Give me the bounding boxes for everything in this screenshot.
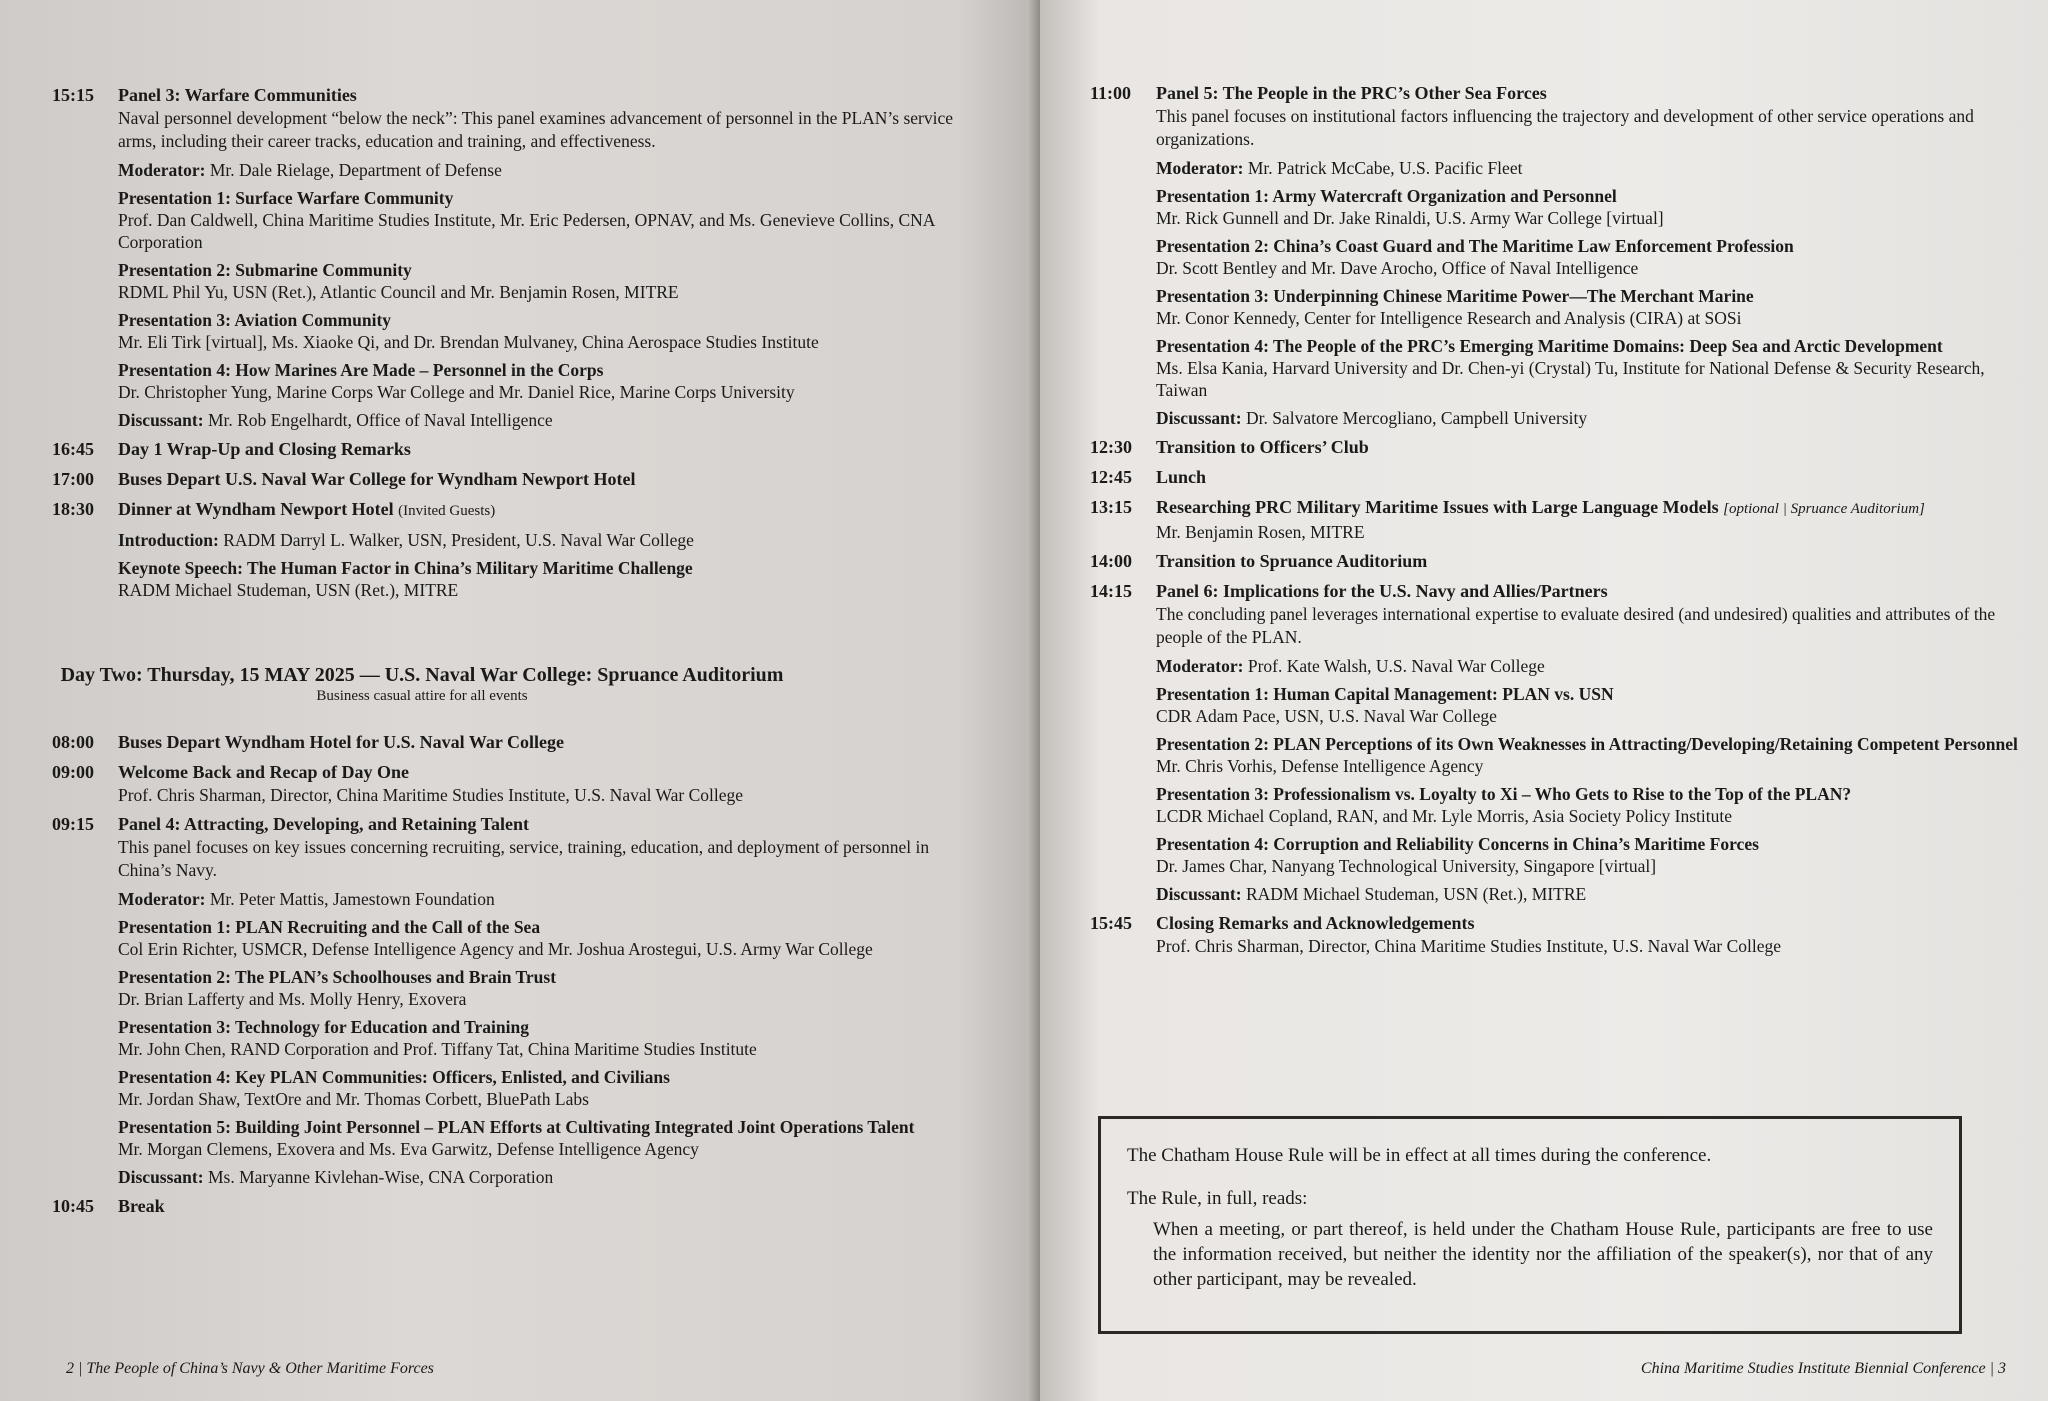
session-title — [1156, 82, 2020, 105]
item-text: RADM Darryl L. Walker, USN, President, U.S. Naval War College — [223, 530, 694, 550]
presenters: Prof. Dan Caldwell, China Maritime Studies Institute, Mr. Eric Pedersen, OPNAV, and Ms. Genevieve Collins, CNA Corporation — [118, 210, 935, 252]
rule-box-quote: When a meeting, or part thereof, is held under the Chatham House Rule, participants are free to use the information received, but neither the identity nor the affiliation of the speaker(s), nor that of any other participant, may be revealed. — [1153, 1219, 1933, 1290]
presentation-title: Presentation 1: Human Capital Management: PLAN vs. USN — [1156, 684, 1614, 704]
session-item — [1156, 833, 2020, 877]
session-description: This panel focuses on institutional factors influencing the trajectory and development of other service operations and organizations. — [1156, 106, 1974, 149]
session-title — [118, 438, 972, 461]
presenters: LCDR Michael Copland, RAN, and Mr. Lyle Morris, Asia Society Policy Institute — [1156, 806, 1732, 826]
session-body — [118, 84, 972, 431]
session-time: 15:45 — [1090, 913, 1132, 933]
session-title — [1156, 436, 2020, 459]
presentation-title: Presentation 5: Building Joint Personnel – PLAN Efforts at Cultivating Integrated Joint Operations Talent — [118, 1117, 915, 1137]
presenters: Mr. Conor Kennedy, Center for Intelligence Research and Analysis (CIRA) at SOSi — [1156, 308, 1742, 328]
schedule-session — [1090, 496, 2020, 543]
session-body — [1156, 496, 2020, 543]
session-time: 09:15 — [52, 814, 94, 834]
item-text: RADM Michael Studeman, USN (Ret.), MITRE — [1245, 884, 1587, 904]
presentation-title: Presentation 1: PLAN Recruiting and the Call of the Sea — [118, 917, 541, 937]
schedule-session — [52, 498, 972, 601]
presenters: Col Erin Richter, USMCR, Defense Intelligence Agency and Mr. Joshua Arostegui, U.S. Army War College — [118, 939, 873, 959]
session-item — [118, 916, 972, 960]
session-item — [118, 888, 972, 910]
presentation-title: Presentation 3: Aviation Community — [118, 310, 392, 330]
session-item — [1156, 935, 2020, 957]
session-title-text: Lunch — [1156, 467, 1207, 487]
session-title-text: Closing Remarks and Acknowledgements — [1156, 913, 1475, 933]
presentation-title: Presentation 1: Surface Warfare Community — [118, 188, 454, 208]
session-time: 08:00 — [52, 732, 94, 752]
session-title-text: Break — [118, 1196, 165, 1216]
session-title-text: Researching PRC Military Maritime Issues with Large Language Models — [1156, 497, 1719, 517]
session-item — [118, 557, 972, 601]
session-body — [118, 438, 972, 461]
session-time: 18:30 — [52, 499, 94, 519]
session-item — [118, 529, 972, 551]
item-text: Mr. Benjamin Rosen, MITRE — [1156, 522, 1365, 542]
session-title — [118, 813, 972, 836]
session-title — [1156, 496, 2020, 521]
presentation-title: Presentation 4: Corruption and Reliability Concerns in China’s Maritime Forces — [1156, 834, 1759, 854]
session-body — [1156, 436, 2020, 459]
item-text: Prof. Chris Sharman, Director, China Maritime Studies Institute, U.S. Naval War College — [1156, 936, 1782, 956]
session-title — [118, 498, 972, 523]
presenters: Mr. Jordan Shaw, TextOre and Mr. Thomas Corbett, BluePath Labs — [118, 1089, 589, 1109]
presentation-title: Presentation 4: Key PLAN Communities: Officers, Enlisted, and Civilians — [118, 1067, 670, 1087]
session-body — [1156, 82, 2020, 429]
schedule-session — [52, 84, 972, 431]
session-title — [118, 84, 972, 107]
session-item — [1156, 655, 2020, 677]
schedule-session — [1090, 550, 2020, 573]
presenters: Dr. Scott Bentley and Mr. Dave Arocho, Office of Naval Intelligence — [1156, 258, 1639, 278]
session-time: 15:15 — [52, 85, 94, 105]
schedule-session — [1090, 466, 2020, 489]
item-text: Ms. Maryanne Kivlehan-Wise, CNA Corporation — [207, 1167, 554, 1187]
presenters: Dr. Brian Lafferty and Ms. Molly Henry, Exovera — [118, 989, 467, 1009]
session-item — [118, 159, 972, 181]
schedule-session — [1090, 436, 2020, 459]
session-time: 12:45 — [1090, 467, 1132, 487]
session-item — [1156, 157, 2020, 179]
item-label: Moderator: — [1156, 158, 1244, 178]
session-title-text: Dinner at Wyndham Newport Hotel — [118, 499, 394, 519]
session-item — [118, 359, 972, 403]
session-time: 16:45 — [52, 439, 94, 459]
right-page-footer: China Maritime Studies Institute Biennial Conference | 3 — [1640, 1360, 2006, 1377]
session-item — [1156, 883, 2020, 905]
presenters: RADM Michael Studeman, USN (Ret.), MITRE — [118, 580, 459, 600]
session-title-text: Panel 5: The People in the PRC’s Other Sea Forces — [1156, 83, 1547, 103]
session-time: 12:30 — [1090, 437, 1132, 457]
presentation-title: Presentation 4: The People of the PRC’s Emerging Maritime Domains: Deep Sea and Arctic Development — [1156, 336, 1943, 356]
left-schedule — [52, 84, 972, 1225]
session-item — [1156, 783, 2020, 827]
item-text: Mr. Peter Mattis, Jamestown Foundation — [209, 889, 495, 909]
presentation-title: Presentation 2: The PLAN’s Schoolhouses and Brain Trust — [118, 967, 557, 987]
session-item — [1156, 407, 2020, 429]
item-label: Moderator: — [118, 889, 206, 909]
session-item — [1156, 733, 2020, 777]
presentation-title: Presentation 2: PLAN Perceptions of its Own Weaknesses in Attracting/Developing/Retaining Competent Personnel — [1156, 734, 2018, 754]
session-item — [118, 966, 972, 1010]
item-text: Mr. Patrick McCabe, U.S. Pacific Fleet — [1247, 158, 1523, 178]
presenters: Mr. Eli Tirk [virtual], Ms. Xiaoke Qi, and Dr. Brendan Mulvaney, China Aerospace Studies Institute — [118, 332, 819, 352]
left-page-footer: 2 | The People of China’s Navy & Other Maritime Forces — [66, 1360, 434, 1377]
session-item — [1156, 521, 2020, 543]
presenters: CDR Adam Pace, USN, U.S. Naval War College — [1156, 706, 1497, 726]
session-title — [118, 761, 972, 784]
item-label: Discussant: — [118, 410, 204, 430]
session-title-text: Panel 4: Attracting, Developing, and Retaining Talent — [118, 814, 530, 834]
presenters: RDML Phil Yu, USN (Ret.), Atlantic Council and Mr. Benjamin Rosen, MITRE — [118, 282, 679, 302]
session-description: The concluding panel leverages international expertise to evaluate desired (and undesired) qualities and attributes of the people of the PLAN. — [1156, 604, 1996, 647]
session-title — [1156, 580, 2020, 603]
session-title-text: Transition to Officers’ Club — [1156, 437, 1369, 457]
presentation-title: Presentation 4: How Marines Are Made – Personnel in the Corps — [118, 360, 604, 380]
schedule-session — [1090, 580, 2020, 905]
sessions-day2-morning — [52, 731, 972, 1218]
schedule-session — [52, 1195, 972, 1218]
session-time: 10:45 — [52, 1196, 94, 1216]
session-item — [118, 1066, 972, 1110]
schedule-session — [1090, 912, 2020, 957]
right-page — [1040, 0, 2048, 1401]
session-item — [1156, 683, 2020, 727]
presentation-title: Presentation 2: Submarine Community — [118, 260, 412, 280]
day-two-heading: Day Two: Thursday, 15 MAY 2025 — U.S. Naval War College: Spruance Auditorium — [60, 664, 784, 686]
day-two-attire-note: Business casual attire for all events — [316, 688, 528, 704]
session-item — [118, 784, 972, 806]
session-title-text: Buses Depart U.S. Naval War College for Wyndham Newport Hotel — [118, 469, 636, 489]
item-text: Dr. Salvatore Mercogliano, Campbell University — [1245, 408, 1588, 428]
session-item — [118, 409, 972, 431]
item-label: Discussant: — [1156, 408, 1242, 428]
session-body — [1156, 912, 2020, 957]
session-body — [118, 498, 972, 601]
presenters: Mr. John Chen, RAND Corporation and Prof. Tiffany Tat, China Maritime Studies Institute — [118, 1039, 757, 1059]
session-body — [118, 813, 972, 1188]
session-body — [118, 1195, 972, 1218]
session-item — [118, 1016, 972, 1060]
session-title-text: Day 1 Wrap-Up and Closing Remarks — [118, 439, 411, 459]
rule-box-line2: The Rule, in full, reads: — [1127, 1188, 1308, 1209]
session-item — [1156, 185, 2020, 229]
session-item — [1156, 235, 2020, 279]
presenters: Dr. Christopher Yung, Marine Corps War College and Mr. Daniel Rice, Marine Corps University — [118, 382, 795, 402]
schedule-session — [52, 468, 972, 491]
session-body — [118, 468, 972, 491]
session-title — [1156, 550, 2020, 573]
session-item — [1156, 335, 2020, 401]
item-text: Mr. Rob Engelhardt, Office of Naval Intelligence — [207, 410, 553, 430]
item-text: Prof. Kate Walsh, U.S. Naval War College — [1247, 656, 1545, 676]
presentation-title: Presentation 3: Underpinning Chinese Maritime Power—The Merchant Marine — [1156, 286, 1754, 306]
presentation-title: Presentation 3: Professionalism vs. Loyalty to Xi – Who Gets to Rise to the Top of the PLAN? — [1156, 784, 1852, 804]
session-item — [118, 1116, 972, 1160]
session-item — [1156, 285, 2020, 329]
session-description: Naval personnel development “below the neck”: This panel examines advancement of personnel in the PLAN’s service arms, including their career tracks, education and training, and effectiveness. — [118, 108, 954, 151]
session-time: 09:00 — [52, 762, 94, 782]
session-title — [118, 731, 972, 754]
session-title — [118, 468, 972, 491]
item-label: Discussant: — [1156, 884, 1242, 904]
session-time: 14:00 — [1090, 551, 1132, 571]
session-title — [1156, 912, 2020, 935]
session-body — [1156, 580, 2020, 905]
session-title-text: Welcome Back and Recap of Day One — [118, 762, 409, 782]
item-label: Introduction: — [118, 530, 219, 550]
presenters: Dr. James Char, Nanyang Technological University, Singapore [virtual] — [1156, 856, 1657, 876]
sessions-day2-afternoon — [1090, 82, 2020, 957]
session-body — [1156, 466, 2020, 489]
item-text: Mr. Dale Rielage, Department of Defense — [209, 160, 502, 180]
session-title-note: [optional | Spruance Auditorium] — [1723, 501, 1925, 517]
session-title-text: Buses Depart Wyndham Hotel for U.S. Naval War College — [118, 732, 565, 752]
schedule-session — [52, 731, 972, 754]
schedule-session — [1090, 82, 2020, 429]
session-time: 11:00 — [1090, 83, 1132, 103]
session-time: 17:00 — [52, 469, 94, 489]
right-schedule — [1090, 82, 2020, 964]
presentation-title: Presentation 2: China’s Coast Guard and The Maritime Law Enforcement Profession — [1156, 236, 1794, 256]
session-description: This panel focuses on key issues concerning recruiting, service, training, education, and deployment of personnel in China’s Navy. — [118, 837, 930, 880]
session-item — [118, 309, 972, 353]
session-body — [1156, 550, 2020, 573]
presentation-title: Presentation 3: Technology for Education and Training — [118, 1017, 529, 1037]
session-title — [118, 1195, 972, 1218]
sessions-day1 — [52, 84, 972, 601]
session-item — [118, 187, 972, 253]
presentation-title: Presentation 1: Army Watercraft Organization and Personnel — [1156, 186, 1617, 206]
day-two-heading-block — [52, 663, 792, 705]
presentation-title: Keynote Speech: The Human Factor in China’s Military Maritime Challenge — [118, 558, 693, 578]
session-time: 13:15 — [1090, 497, 1132, 517]
presenters: Ms. Elsa Kania, Harvard University and Dr. Chen-yi (Crystal) Tu, Institute for National Defense & Security Research, Taiwan — [1156, 358, 1985, 400]
session-title-text: Panel 3: Warfare Communities — [118, 85, 357, 105]
chatham-house-rule-box — [1098, 1116, 1962, 1334]
session-body — [118, 731, 972, 754]
presenters: Mr. Rick Gunnell and Dr. Jake Rinaldi, U.S. Army War College [virtual] — [1156, 208, 1664, 228]
schedule-session — [52, 813, 972, 1188]
presenters: Mr. Morgan Clemens, Exovera and Ms. Eva Garwitz, Defense Intelligence Agency — [118, 1139, 699, 1159]
session-title-text: Panel 6: Implications for the U.S. Navy and Allies/Partners — [1156, 581, 1608, 601]
item-label: Discussant: — [118, 1167, 204, 1187]
session-item — [118, 259, 972, 303]
schedule-session — [52, 438, 972, 461]
rule-box-line1: The Chatham House Rule will be in effect at all times during the conference. — [1127, 1145, 1712, 1166]
item-label: Moderator: — [1156, 656, 1244, 676]
session-title — [1156, 466, 2020, 489]
item-label: Moderator: — [118, 160, 206, 180]
item-text: Prof. Chris Sharman, Director, China Maritime Studies Institute, U.S. Naval War College — [118, 785, 744, 805]
session-item — [118, 1166, 972, 1188]
session-title-text: Transition to Spruance Auditorium — [1156, 551, 1428, 571]
schedule-session — [52, 761, 972, 806]
session-title-note: (Invited Guests) — [398, 503, 496, 519]
presenters: Mr. Chris Vorhis, Defense Intelligence Agency — [1156, 756, 1484, 776]
session-body — [118, 761, 972, 806]
session-time: 14:15 — [1090, 581, 1132, 601]
